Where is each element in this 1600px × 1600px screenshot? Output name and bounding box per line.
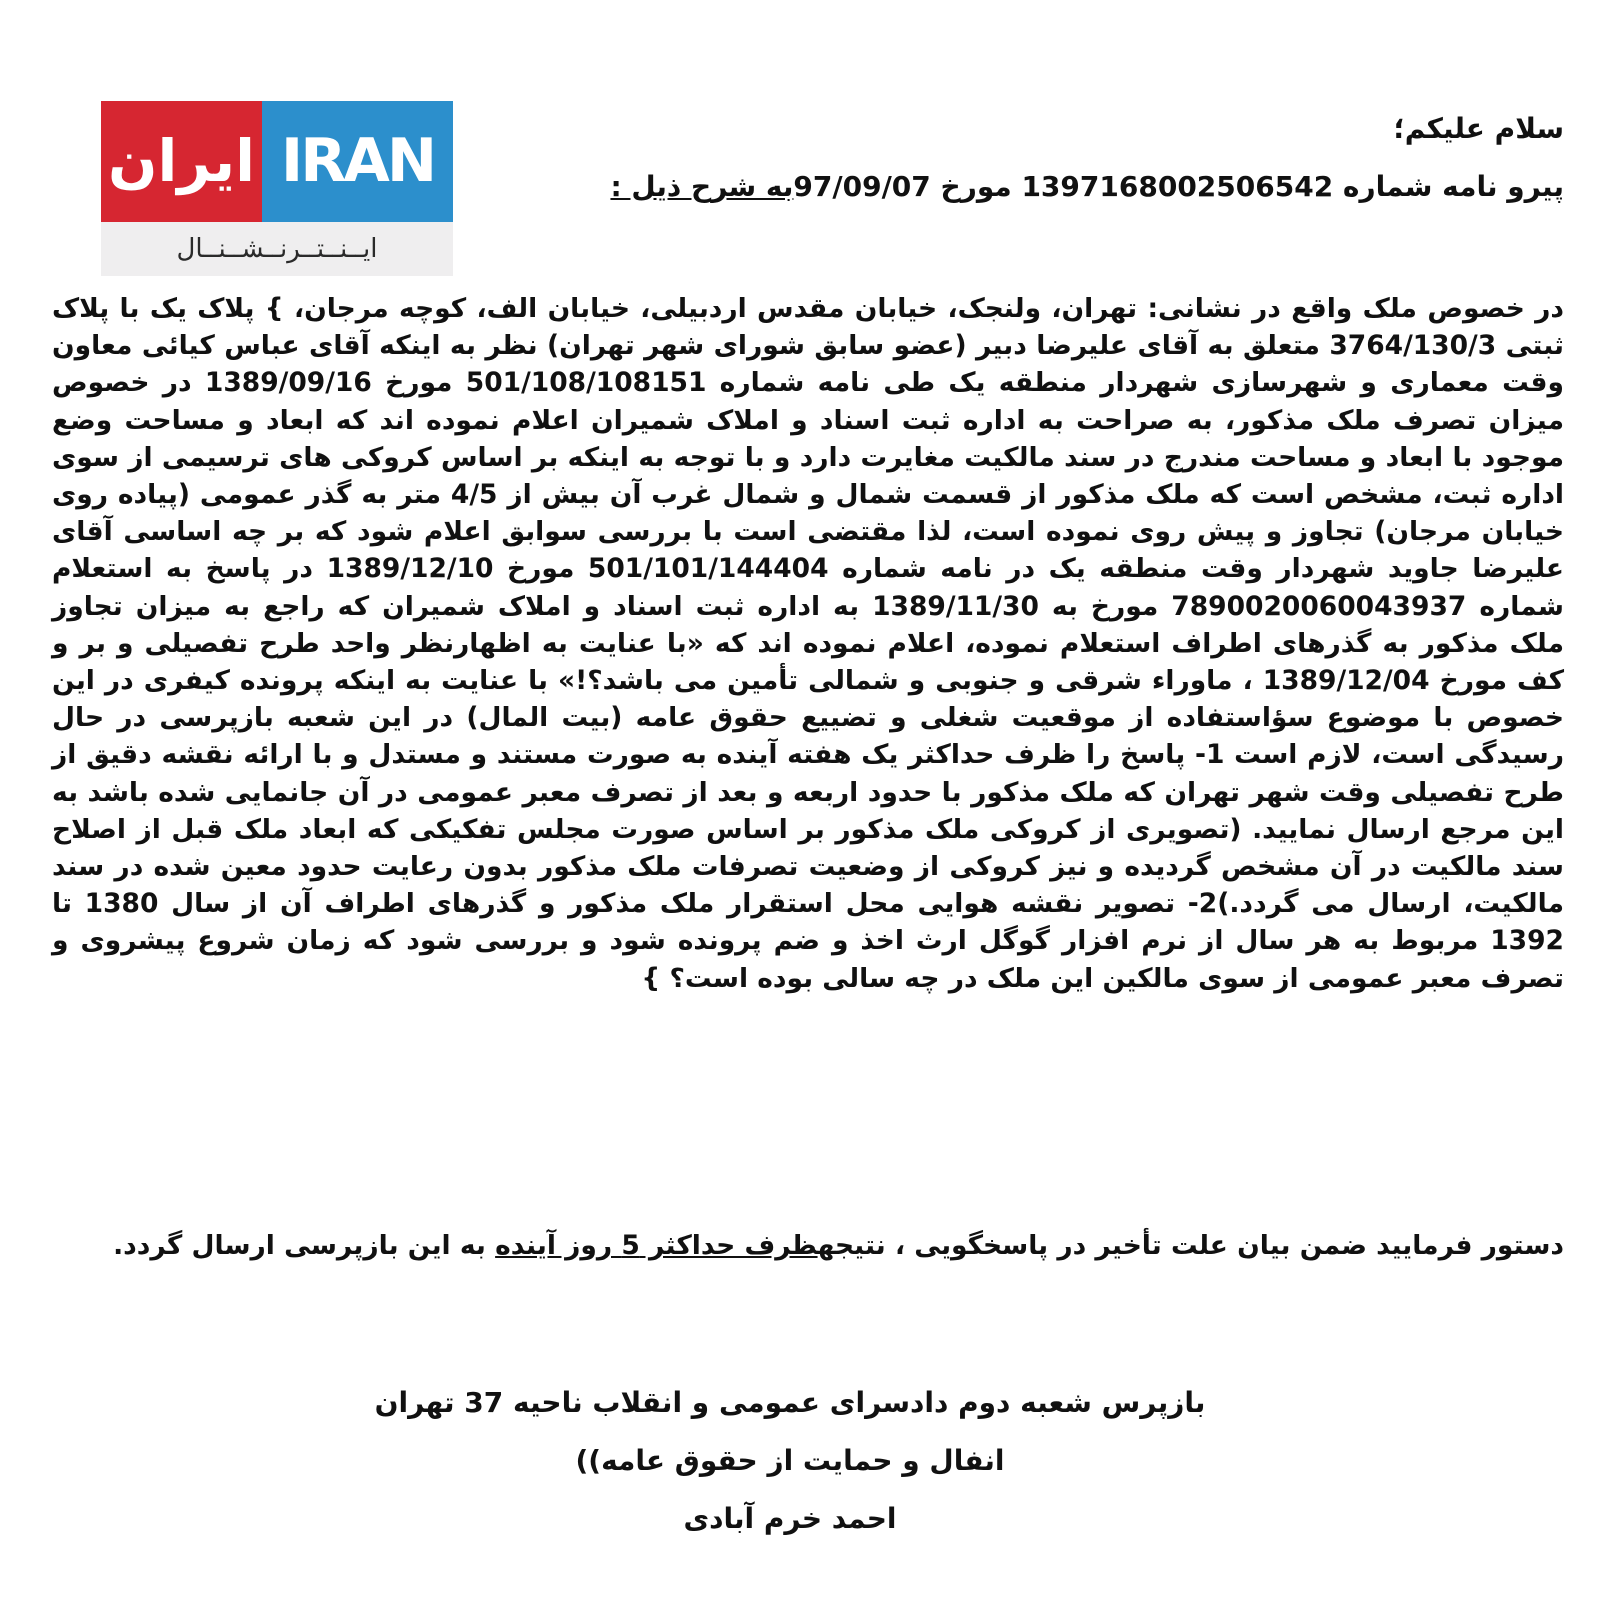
signature-title: بازپرس شعبه دوم دادسرای عمومی و انقلاب ناحیه 37 تهران (374, 1386, 1206, 1419)
order-prefix: دستور فرمایید ضمن بیان علت تأخیر در پاسخگویی ، نتیجه (817, 1230, 1564, 1261)
order-paragraph (52, 1226, 1564, 1266)
iran-international-logo (101, 101, 453, 276)
logo-subtitle: ایــنــتــرنــشــنــال (176, 234, 378, 264)
reference-line (610, 170, 1564, 203)
logo-persian-wordmark: ایران (107, 127, 256, 195)
signature-name: احمد خرم آبادی (683, 1502, 897, 1535)
order-deadline: ظرف حداکثر 5 روز آینده (495, 1230, 818, 1261)
reference-suffix: به شرح ذیل : (610, 170, 794, 203)
letter-body: در خصوص ملک واقع در نشانی: تهران، ولنجک، خیابان مقدس اردبیلی، خیابان الف، کوچه مرجان، } پلاک یک با پلاک ثبتی 3764/130/3 متعلق به آقای علیرضا دبیر (عضو سابق شورای شهر تهران) نظر به اینکه آقای عباس کیائی معاون وقت معماری و شهرسازی شهردار منطقه یک طی نامه شماره 501/108/108151 مورخ 1389/09/16 در خصوص میزان تصرف ملک مذکور، به صراحت به اداره ثبت اسناد و املاک شمیران اعلام نموده اند که ابعاد و مساحت وضع موجود با ابعاد و مساحت مندرج در سند مالکیت مغایرت دارد و با توجه به اینکه بر اساس کروکی های ترسیمی از سوی اداره ثبت، مشخص است که ملک مذکور از قسمت شمال و شمال غرب آن بیش از 4/5 متر به گذر عمومی (پیاده روی خیابان مرجان) تجاوز و پیش روی نموده است، لذا مقتضی است با بررسی سوابق اعلام شود که بر چه اساسی آقای علیرضا جاوید شهردار وقت منطقه یک در نامه شماره 501/101/144404 مورخ 1389/12/10 در پاسخ به استعلام شماره 7890020060043937 مورخ به 1389/11/30 به اداره ثبت اسناد و املاک شمیران که راجع به میزان تجاوز ملک مذکور به گذرهای اطراف استعلام نموده، اعلام نموده اند که «با عنایت به اظهارنظر واحد طرح تفصیلی و بر و کف مورخ 1389/12/04 ، ماوراء شرقی و جنوبی و شمالی تأمین می باشد؟!» با عنایت به اینکه پرونده کیفری در این خصوص با موضوع سؤاستفاده از موقعیت شغلی و تضییع حقوق عامه (بیت المال) در این شعبه بازپرسی در حال رسیدگی است، لازم است 1- پاسخ را ظرف حداکثر یک هفته آینده به صورت مستند و مستدل و با ارائه نقشه دقیق از طرح تفصیلی وقت شهر تهران که ملک مذکور با حدود اربعه و بعد از تصرف معبر عمومی در آن جانمایی شده باشد به این مرجع ارسال نمایید. (تصویری از کروکی ملک مذکور بر اساس صورت مجلس تفکیکی که ابعاد ملک قبل از اصلاح سند مالکیت در آن مشخص گردیده و نیز کروکی از وضعیت تصرفات ملک مذکور بدون رعایت حدود معین شده در سند مالکیت، ارسال می گردد.)2- تصویر نقشه هوایی محل استقرار ملک مذکور و گذرهای اطراف آن از سال 1380 تا 1392 مربوط به هر سال از نرم افزار گوگل ارث اخذ و ضم پرونده شود و بررسی شود که زمان شروع پیشروی و تصرف معبر عمومی از سوی مالکین این ملک در چه سالی بوده است؟ } (52, 293, 1565, 994)
signature-department: انفال و حمایت از حقوق عامه)) (575, 1444, 1005, 1477)
logo-english-wordmark: IRAN (280, 126, 435, 196)
reference-prefix: پیرو نامه شماره 1397168002506542 مورخ 97/09/07 (793, 170, 1564, 203)
order-suffix: به این بازپرسی ارسال گردد. (113, 1230, 496, 1261)
greeting: سلام علیکم؛ (1393, 112, 1564, 145)
